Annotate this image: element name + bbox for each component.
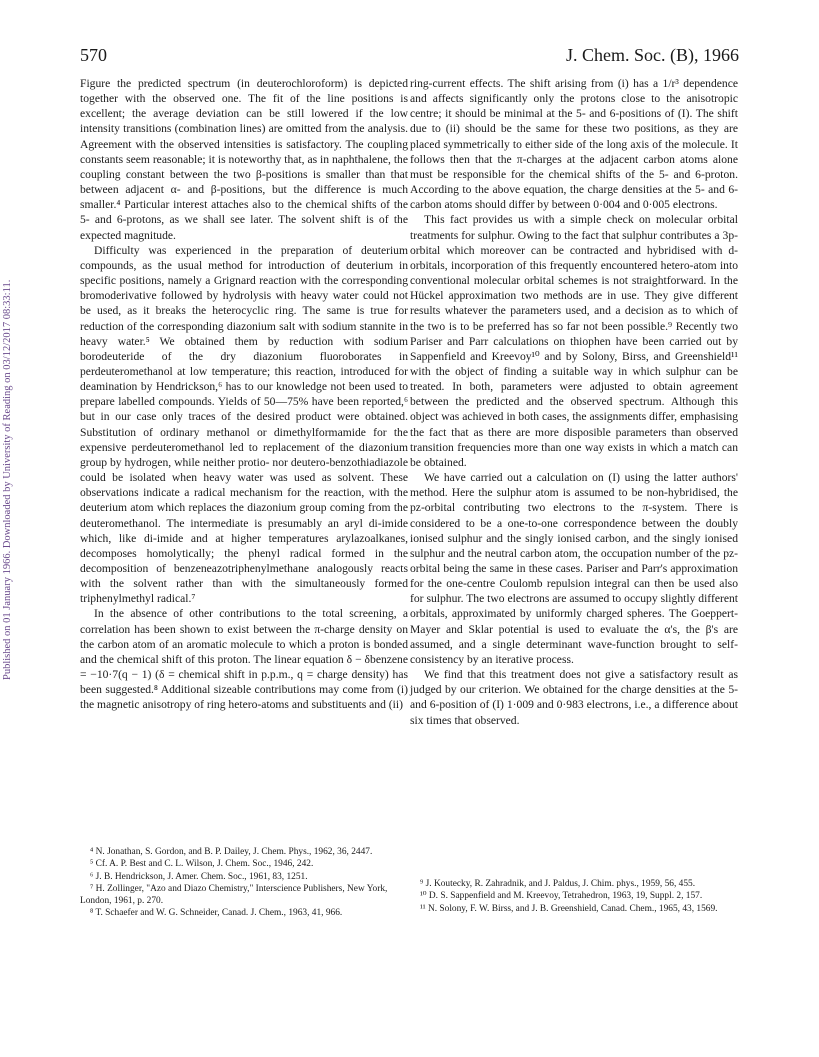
footnotes-right xyxy=(410,878,738,915)
paragraph: Difficulty was experienced in the preparation of deuterium compounds, as the usual method for introduction of deuterium in specific positions, namely a Grignard reaction with the corresponding bromoderivative followed by hydrolysis with heavy water could not be used, as it breaks the heterocyclic ring. The same is true for reduction of the corresponding diazonium salt with sodium stannite in heavy water.⁵ We obtained them by reduction with sodium borodeuteride of the dry diazonium fluoroborates in perdeuteromethanol at low temperature; this reaction, introduced for deamination by Hendrickson,⁶ has to our knowledge not been used to prepare labelled compounds. Yields of 50—75% have been reported,⁶ but in our case only traces of the desired product were obtained. Substitution of ordinary methanol or dimethylformamide for the expensive perdeuteromethanol led to replacement of the diazonium group by hydrogen, while neither protio- nor deutero-benzothiadiazole could be isolated when heavy water was used as solvent. These observations indicate a radical mechanism for the reaction, with the deuterium atom which replaces the diazonium group coming from the deuteromethanol. The intermediate is presumably an aryl di-imide which, like di-imide and at higher temperatures arylazoalkanes, decomposes homolytically; the phenyl radical formed in the decomposition of benzeneazotriphenylmethane analogously reacts with the solvent rather than with the simultaneously formed triphenylmethyl radical.⁷ xyxy=(80,243,408,606)
paragraph: Figure the predicted spectrum (in deuterochloroform) is depicted together with the observed one. The fit of the line positions is excellent; the average deviation can be still lowered if the low intensity transitions (combination lines) are omitted from the analysis. Agreement with the observed intensities is satisfactory. The coupling constants seem reasonable; it is noteworthy that, as in naphthalene, the coupling constant between the two β-positions is smaller than that between adjacent α- and β-positions, but the difference is much smaller.⁴ Particular interest attaches also to the chemical shifts of the 5- and 6-protons, as we shall see later. The solvent shift is of the expected magnitude. xyxy=(80,77,408,242)
paragraph: We have carried out a calculation on (I) using the latter authors' method. Here the sulphur atom is assumed to be non-hybridised, the pz-orbital contributing two electrons to the π-system. There is considered to be a one-to-one correspondence between the doubly ionised sulphur and the singly ionised carbon, and the singly ionised sulphur and the neutral carbon atom, the occupation number of the pz-orbital being the same in these cases. Pariser and Parr's approximation for the one-centre Coulomb repulsion integral can then be used also for sulphur. The two electrons are assumed to occupy slightly different orbitals, approximated by uniformly charged spheres. The Goeppert-Mayer and Sklar potential is used to evaluate the α's, the β's are assumed, and a single determinant wave-function brought to self-consistency by an iterative process. xyxy=(410,471,738,666)
left-column xyxy=(80,76,408,713)
paragraph: This fact provides us with a simple check on molecular orbital treatments for sulphur. Owing to the fact that sulphur contributes a 3p-orbital which moreover can be contracted and hybridised with d-orbitals, incorporation of this frequently encountered hetero-atom into conventional molecular orbital schemes is not straightforward. In the Hückel approximation two methods are in use. They give different results whatever the parameters used, and a decision as to which of the two is to be preferred has so far not been possible.⁹ Recently two Pariser and Parr calculations on thiophen have been carried out by Sappenfield and Kreevoy¹⁰ and by Solony, Birss, and Greenshield¹¹ with the object of finding a suitable way in which sulphur can be treated. In both, parameters were adjusted to obtain agreement between the predicted and the observed spectrum. Although this object was achieved in both cases, the assignments differ, emphasising the fact that as there are more disposible parameters than observed transition frequencies more than one way exists in which a match can be obtained. xyxy=(410,213,738,469)
download-watermark: Published on 01 January 1966. Downloaded by University of Reading on 03/12/2017 08:33:11. xyxy=(2,279,13,680)
footnotes-left xyxy=(80,846,408,920)
page-number: 570 xyxy=(80,45,107,65)
journal-header: J. Chem. Soc. (B), 1966 xyxy=(566,45,739,65)
footnote: ⁵ Cf. A. P. Best and C. L. Wilson, J. Chem. Soc., 1946, 242. xyxy=(90,859,314,870)
paragraph: ring-current effects. The shift arising from (i) has a 1/r³ dependence and affects significantly only the protons close to the anisotropic centre; it should be minimal at the 5- and 6-positions of (I). The shift due to (ii) should be the same for these two positions, as they are placed symmetrically to either side of the long axis of the molecule. It follows then that the π-charges at the adjacent carbon atoms alone must be responsible for the chemical shifts of the 5- and 6-proton. According to the above equation, the charge densities at the 5- and 6-carbon atoms should differ by between 0·004 and 0·005 electrons. xyxy=(410,77,738,212)
footnote: ⁹ J. Koutecky, R. Zahradnik, and J. Paldus, J. Chim. phys., 1959, 56, 455. xyxy=(420,879,696,889)
right-column xyxy=(410,76,738,728)
footnote: ⁷ H. Zollinger, "Azo and Diazo Chemistry," Interscience Publishers, New York, London, 1961, p. 270. xyxy=(80,883,388,907)
paragraph: We find that this treatment does not give a satisfactory result as judged by our criterion. We obtained for the charge densities at the 5- and 6-position of (I) 1·009 and 0·983 electrons, i.e., a difference about six times that observed. xyxy=(410,668,738,727)
footnote: ⁴ N. Jonathan, S. Gordon, and B. P. Dailey, J. Chem. Phys., 1962, 36, 2447. xyxy=(90,847,373,857)
footnote: ⁶ J. B. Hendrickson, J. Amer. Chem. Soc., 1961, 83, 1251. xyxy=(90,871,308,882)
footnote: ¹⁰ D. S. Sappenfield and M. Kreevoy, Tetrahedron, 1963, 19, Suppl. 2, 157. xyxy=(420,891,703,902)
paragraph: In the absence of other contributions to the total screening, a correlation has been shown to exist between the π-charge density on the carbon atom of an aromatic molecule to which a proton is bonded and the chemical shift of this proton. The linear equation δ − δbenzene = −10·7(q − 1) (δ = chemical shift in p.p.m., q = charge density) has been suggested.⁸ Additional sizeable contributions may come from (i) the magnetic anisotropy of ring hetero-atoms and substituents and (ii) xyxy=(80,607,408,712)
footnote: ⁸ T. Schaefer and W. G. Schneider, Canad. J. Chem., 1963, 41, 966. xyxy=(90,908,343,919)
footnote: ¹¹ N. Solony, F. W. Birss, and J. B. Greenshield, Canad. Chem., 1965, 43, 1569. xyxy=(420,903,718,914)
